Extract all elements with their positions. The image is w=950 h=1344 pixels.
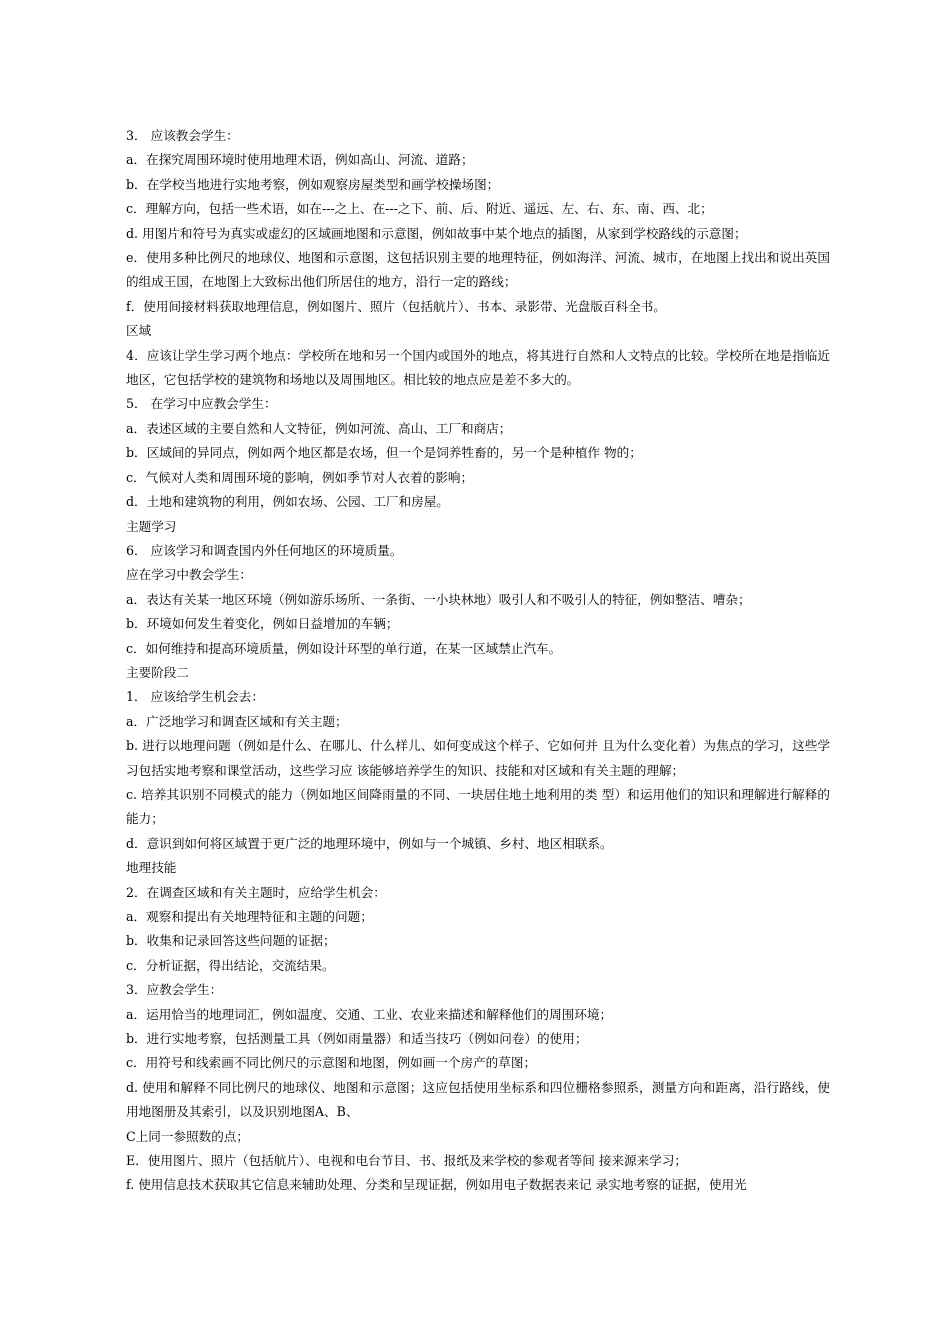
text-line: d．土地和建筑物的利用，例如农场、公园、工厂和房屋。	[126, 494, 449, 510]
text-line: 5． 在学习中应教会学生：	[126, 396, 277, 412]
text-line: c．如何维持和提高环境质量，例如设计环型的单行道，在某一区域禁止汽车。	[126, 640, 562, 656]
text-line: e．使用多种比例尺的地球仪、地图和示意图，这包括识别主要的地理特征，例如海洋、河流、城市，在地图上找出和说出英国的组成王国，在地图上大致标出他们所居住的地方，沿行一定的路线；	[126, 250, 830, 290]
text-line: a．观察和提出有关地理特征和主题的问题；	[126, 909, 373, 924]
text-line: a．在探究周围环境时使用地理术语，例如高山、河流、道路；	[126, 152, 474, 168]
text-line: c．分析证据，得出结论，交流结果。	[126, 957, 335, 973]
text-line: 4．应该让学生学习两个地点：学校所在地和另一个国内或国外的地点，将其进行自然和人文特点的比较。学校所在地是指临近地区，它包括学校的建筑物和场地以及周围地区。相比较的地点应是差不多大的。	[126, 347, 830, 388]
section-heading: 区域	[126, 323, 152, 339]
text-line: c．理解方向，包括一些术语，如在---之上、在---之下、前、后、附近、遥远、左、右、东、南、西、北；	[126, 201, 713, 217]
text-line: b．在学校当地进行实地考察，例如观察房屋类型和画学校操场图；	[126, 176, 500, 192]
text-line: c. 培养其识别不同模式的能力（例如地区间降雨量的不同、一块居住地土地利用的类 型）和运用他们的知识和理解进行解释的能力；	[126, 786, 830, 827]
text-line: c．用符号和线索画不同比例尺的示意图和地图，例如画一个房产的草图；	[126, 1055, 537, 1071]
text-line: f．使用间接材料获取地理信息，例如图片、照片（包括航片）、书本、录影带、光盘版百科全书。	[126, 298, 666, 314]
text-line: a．运用恰当的地理词汇，例如温度、交通、工业、农业来描述和解释他们的周围环境；	[126, 1006, 613, 1022]
text-line: f. 使用信息技术获取其它信息来辅助处理、分类和呈现证据，例如用电子数据表来记 录实地考察的证据，使用光	[126, 1177, 747, 1193]
text-line: b．收集和记录回答这些问题的证据；	[126, 933, 336, 949]
text-line: d．意识到如何将区域置于更广泛的地理环境中，例如与一个城镇、乡村、地区相联系。	[126, 835, 613, 851]
text-line: b．进行实地考察，包括测量工具（例如雨量器）和适当技巧（例如问卷）的使用；	[126, 1031, 588, 1047]
text-line: C上同一参照数的点；	[126, 1128, 249, 1144]
text-line: 3． 应该教会学生：	[126, 128, 239, 143]
section-heading: 主题学习	[126, 518, 177, 534]
text-line: c．气候对人类和周围环境的影响，例如季节对人衣着的影响；	[126, 469, 474, 485]
text-line: a．表达有关某一地区环境（例如游乐场所、一条街、一小块林地）吸引人和不吸引人的特征，例如整洁、嘈杂；	[126, 591, 751, 607]
document-body	[126, 124, 830, 1198]
text-line: d. 用图片和符号为真实或虚幻的区域画地图和示意图，例如故事中某个地点的插图，从家到学校路线的示意图；	[126, 225, 747, 241]
text-line: 2．在调查区域和有关主题时，应给学生机会：	[126, 884, 386, 900]
text-line: E．使用图片、照片（包括航片）、电视和电台节目、书、报纸及来学校的参观者等间 接来源来学习；	[126, 1153, 688, 1169]
text-line: 1． 应该给学生机会去：	[126, 689, 264, 705]
text-line: a．广泛地学习和调查区域和有关主题；	[126, 713, 348, 729]
text-line: 3．应教会学生：	[126, 982, 223, 998]
text-line: 应在学习中教会学生：	[126, 567, 252, 583]
section-heading: 地理技能	[126, 860, 177, 876]
text-line: d. 使用和解释不同比例尺的地球仪、地图和示意图；这应包括使用坐标系和四位栅格参照系，测量方向和距离，沿行路线，使用地图册及其索引，以及识别地图A、B、	[126, 1079, 830, 1120]
text-line: 6． 应该学习和调查国内外任何地区的环境质量。	[126, 542, 403, 558]
text-line: b．区域间的异同点，例如两个地区都是农场，但一个是饲养牲畜的，另一个是种植作 物的；	[126, 445, 642, 461]
text-line: b．环境如何发生着变化，例如日益增加的车辆；	[126, 616, 399, 632]
section-heading: 主要阶段二	[126, 664, 189, 680]
text-line: a．表述区域的主要自然和人文特征，例如河流、高山、工厂和商店；	[126, 420, 512, 436]
text-line: b. 进行以地理问题（例如是什么、在哪儿、什么样儿、如何变成这个样子、它如何并 且为什么变化着）为焦点的学习，这些学习包括实地考察和课堂活动，这些学习应 该能够培养学生的知识、技能和对区域和有关主题的理解；	[126, 738, 830, 778]
